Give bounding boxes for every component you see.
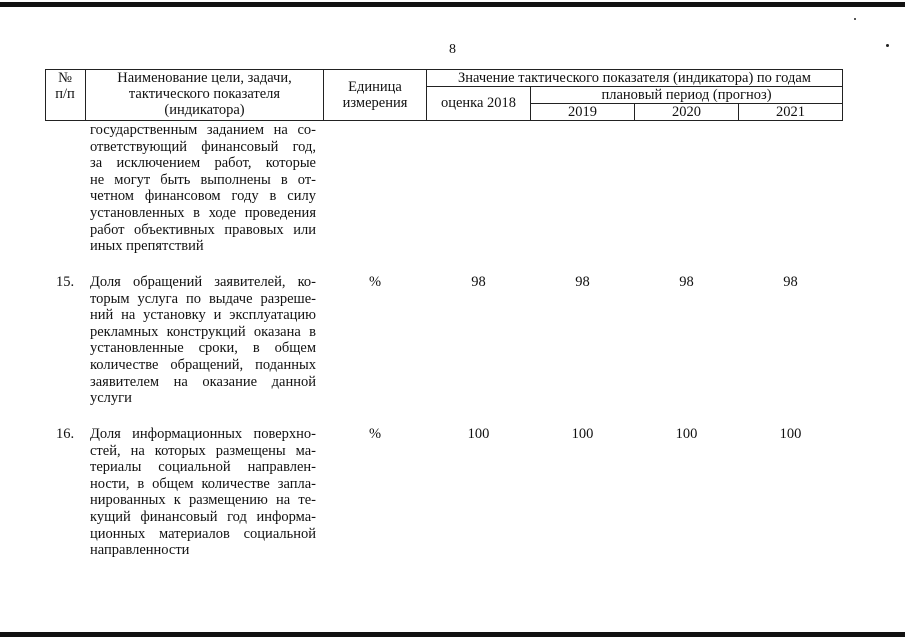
header-year-2019: 2019: [568, 104, 597, 120]
row-estimate-2018: 100: [467, 426, 490, 442]
row-unit: %: [368, 426, 382, 442]
header-year-2021: 2021: [776, 104, 805, 120]
row-value-2021: 100: [779, 426, 802, 442]
header-values-by-year: Значение тактического показателя (индикатора) по годам: [458, 70, 811, 86]
header-estimate-2018: оценка 2018: [440, 95, 517, 111]
header-indicator-name: Наименование цели, задачи, тактического показателя (индикатора): [117, 70, 292, 118]
header-unit: Единица измерения: [342, 79, 408, 111]
row-unit: %: [368, 274, 382, 290]
header-number: № п/п: [55, 70, 75, 102]
row-value-2019: 100: [571, 426, 594, 442]
row-estimate-2018: 98: [471, 274, 486, 290]
header-year-2020: 2020: [672, 104, 701, 120]
row-value-2020: 98: [679, 274, 694, 290]
header-planned-period: плановый период (прогноз): [601, 87, 772, 103]
row-value-2021: 98: [783, 274, 798, 290]
row-value-2020: 100: [675, 426, 698, 442]
row-number: 16.: [56, 426, 75, 442]
row-number: 15.: [56, 274, 75, 290]
row-indicator-text: Доля информационных поверхно- стей, на которых размещены ма- териалы социальной направлен- ности, в общем количестве запла- нированных к размещению на те- кущий финансовый год информа- ционных материалов социальной направленности: [90, 426, 316, 559]
page-number: 8: [449, 42, 456, 57]
continuation-text: государственным заданием на со- ответствующий финансовый год, за исключением работ, которые не могут быть выполнены в от- четном финансовом году в силу установленных в ходе проведения работ объективных правовых или иных препятствий: [90, 122, 316, 255]
row-value-2019: 98: [575, 274, 590, 290]
row-indicator-text: Доля обращений заявителей, ко- торым услуга по выдаче разреше- ний на установку и эксплуатацию рекламных конструкций оказана в установленные сроки, в общем количестве обращений, поданных заявителем на оказание данной услуги: [90, 274, 316, 407]
